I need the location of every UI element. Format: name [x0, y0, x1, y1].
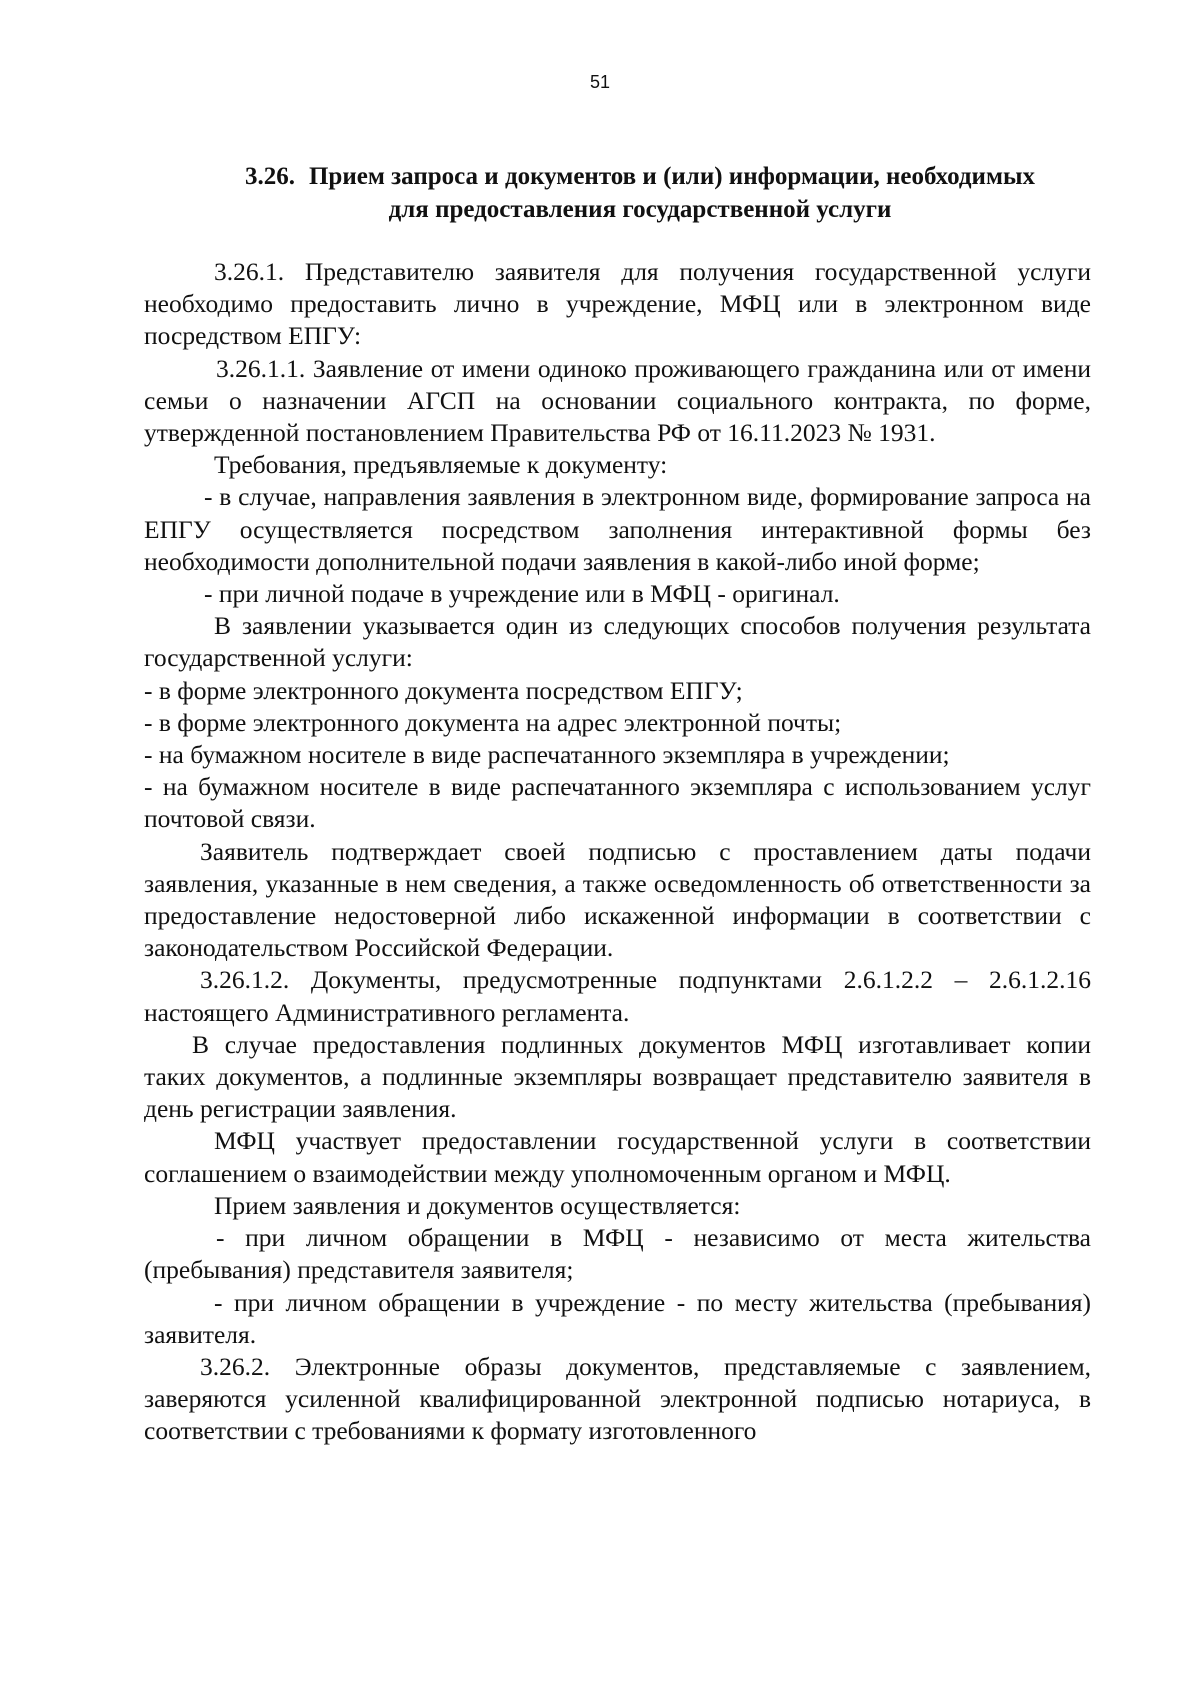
list-item-personal-submission: - при личной подаче в учреждение или в МФЦ - оригинал.: [204, 579, 840, 609]
section-heading: [180, 160, 1100, 226]
paragraph-3-26-1-1: 3.26.1.1. Заявление от имени одиноко проживающего гражданина или от имени семьи о назначении АГСП на основании социального контракта, по форме, утвержденной постановлением Правительства РФ от 16.11.2023 № 1931.: [144, 353, 1091, 448]
paragraph-applicant-confirmation: Заявитель подтверждает своей подписью с проставлением даты подачи заявления, указанные в нем сведения, а также осведомленность об ответственности за предоставление недостоверной либо искаженной информации в соответствии с законодательством Российской Федерации.: [144, 836, 1091, 963]
section-number: 3.26.: [244, 163, 295, 190]
section-title-line-1: Прием запроса и документов и (или) информации, необходимых: [308, 163, 1035, 190]
list-item-result-email: - в форме электронного документа на адрес электронной почты;: [144, 707, 842, 737]
paragraph-original-documents: В случае предоставления подлинных документов МФЦ изготавливает копии таких документов, а подлинные экземпляры возвращает представителю заявителя в день регистрации заявления.: [144, 1029, 1091, 1124]
paragraph-3-26-1-2: 3.26.1.2. Документы, предусмотренные подпунктами 2.6.1.2.2 – 2.6.1.2.16 настоящего Административного регламента.: [144, 965, 1091, 1027]
paragraph-3-26-1: 3.26.1. Представителю заявителя для получения государственной услуги необходимо предоставить лично в учреждение, МФЦ или в электронном виде посредством ЕПГУ:: [144, 257, 1091, 351]
list-item-reception-mfc: - при личном обращении в МФЦ - независимо от места жительства (пребывания) представителя заявителя;: [144, 1223, 1091, 1285]
list-item-result-epgu: - в форме электронного документа посредством ЕПГУ;: [144, 675, 743, 705]
paragraph-mfc-participation: МФЦ участвует предоставлении государственной услуги в соответствии соглашением о взаимодействии между уполномоченным органом и МФЦ.: [144, 1126, 1091, 1188]
paragraph-reception-intro: Прием заявления и документов осуществляется:: [214, 1190, 741, 1220]
section-title-line-2: для предоставления государственной услуги: [388, 196, 892, 223]
paragraph-result-methods-intro: В заявлении указывается один из следующих способов получения результата государственной услуги:: [144, 611, 1091, 673]
list-item-result-paper-post: - на бумажном носителе в виде распечатанного экземпляра с использованием услуг почтовой связи.: [144, 772, 1091, 834]
list-item-reception-institution: - при личном обращении в учреждение - по месту жительства (пребывания) заявителя.: [144, 1287, 1091, 1349]
paragraph-requirements-intro: Требования, предъявляемые к документу:: [214, 450, 668, 480]
section-heading-line-1: [180, 160, 1100, 193]
page-number: 51: [589, 72, 611, 92]
list-item-result-paper-institution: - на бумажном носителе в виде распечатанного экземпляра в учреждении;: [144, 740, 950, 770]
document-body: [144, 256, 1091, 1448]
list-item-electronic-submission: - в случае, направления заявления в электронном виде, формирование запроса на ЕПГУ осуществляется посредством заполнения интерактивной формы без необходимости дополнительной подачи заявления в какой-либо иной форме;: [144, 482, 1091, 576]
paragraph-3-26-2: 3.26.2. Электронные образы документов, представляемые с заявлением, заверяются усиленной квалифицированной электронной подписью нотариуса, в соответствии с требованиями к формату изготовленного: [144, 1351, 1091, 1446]
